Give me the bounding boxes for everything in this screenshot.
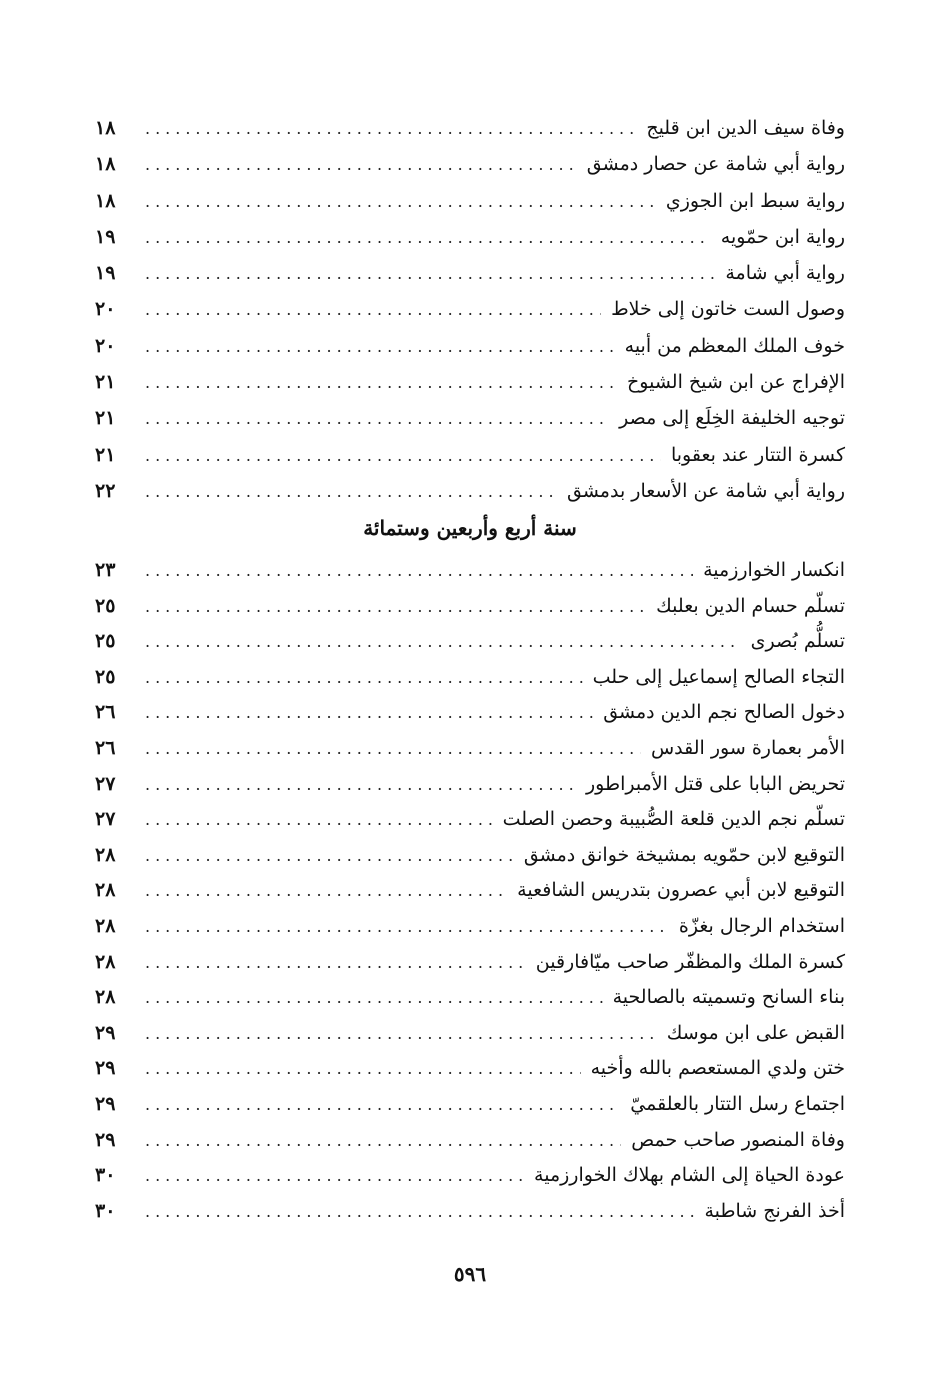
dot-leader	[145, 438, 661, 474]
toc-entry-title: اجتماع رسل التتار بالعلقميّ	[630, 1092, 845, 1115]
toc-entry	[95, 110, 845, 146]
toc-entry-title: تحريض البابا على قتل الأمبراطور	[586, 772, 845, 795]
dot-leader	[145, 147, 577, 183]
toc-entry-title: رواية أبي شامة	[725, 262, 845, 285]
dot-leader	[145, 256, 715, 292]
toc-entry	[95, 802, 845, 838]
toc-entry-page: ١٨	[95, 117, 116, 139]
toc-entry-title: دخول الصالح نجم الدين دمشق	[603, 701, 845, 724]
toc-entry-page: ٢٨	[95, 843, 116, 866]
toc-entry-title: تسلّم حسام الدين بعلبك	[656, 594, 845, 617]
toc-entry-page: ١٨	[95, 153, 116, 176]
toc-entry-title: وفاة سيف الدين ابن قليج	[646, 117, 845, 139]
toc-entry-page: ٢١	[95, 443, 116, 466]
toc-entry-title: تسلُّم بُصرى	[750, 630, 845, 653]
toc-entry-title: رواية ابن حمّويه	[720, 225, 845, 248]
toc-entry	[95, 1194, 845, 1230]
toc-entry-title: وصول الست خاتون إلى خلاط	[611, 298, 845, 321]
toc-entry-title: تسلّم نجم الدين قلعة الصُّبيبة وحصن الصلت	[502, 808, 845, 831]
dot-leader	[145, 1087, 620, 1123]
toc-entry	[95, 624, 845, 660]
toc-entry-page: ٣٠	[95, 1164, 116, 1187]
dot-leader	[145, 873, 507, 909]
toc-entry-page: ٢٧	[95, 772, 116, 795]
toc-entry	[95, 1051, 845, 1087]
toc-entry	[95, 873, 845, 909]
dot-leader	[145, 1016, 657, 1052]
toc-entry	[95, 255, 845, 291]
toc-entry-page: ٢٧	[95, 808, 116, 831]
toc-entry	[95, 219, 845, 255]
toc-entry-title: ختن ولدي المستعصم بالله وأخيه	[590, 1057, 845, 1080]
toc-entry	[95, 328, 845, 364]
dot-leader	[145, 292, 601, 328]
toc-entry-title: الإفراج عن ابن شيخ الشيوخ	[627, 371, 845, 394]
toc-entry-title: التوقيع لابن حمّويه بمشيخة خوانق دمشق	[523, 843, 845, 866]
dot-leader	[145, 1051, 581, 1087]
toc-entry-page: ٢٥	[95, 665, 116, 688]
toc-entry-title: رواية سبط ابن الجوزي	[665, 189, 845, 212]
dot-leader	[145, 1194, 694, 1230]
toc-entry-page: ٢٩	[95, 1057, 116, 1080]
dot-leader	[145, 329, 615, 365]
toc-entry	[95, 437, 845, 473]
dot-leader	[145, 980, 603, 1016]
toc-entry-title: كسرة التتار عند بعقوبا	[670, 443, 845, 466]
toc-entry-page: ٢٨	[95, 879, 116, 902]
toc-entry-page: ٢٦	[95, 701, 116, 724]
toc-entry-page: ٢٥	[95, 594, 116, 617]
toc-entry	[95, 980, 845, 1016]
dot-leader	[145, 695, 593, 731]
dot-leader	[145, 838, 514, 874]
toc-entry-page: ٢٠	[95, 334, 116, 357]
toc-entry-page: ١٨	[95, 189, 116, 212]
toc-entry-page: ١٩	[95, 225, 116, 248]
toc-entry-page: ٢٣	[95, 559, 116, 581]
toc-entry	[95, 909, 845, 945]
toc-entry-title: كسرة الملك والمظفّر صاحب ميّافارقين	[535, 950, 845, 973]
toc-entry-page: ٢٠	[95, 298, 116, 321]
toc-entry-page: ٢٦	[95, 736, 116, 759]
toc-entry-title: خوف الملك المعظم من أبيه	[624, 334, 845, 357]
toc-entry	[95, 553, 845, 589]
toc-entry-page: ٢١	[95, 407, 116, 430]
toc-entry-title: انكسار الخوارزمية	[703, 559, 845, 581]
dot-leader	[145, 802, 493, 838]
dot-leader	[145, 1158, 524, 1194]
toc-entry	[95, 400, 845, 436]
toc-entry	[95, 473, 845, 509]
toc-list-bottom	[95, 553, 845, 1229]
toc-entry-page: ٣٠	[95, 1199, 116, 1222]
dot-leader	[145, 474, 557, 510]
toc-entry-page: ٢٩	[95, 1021, 116, 1044]
toc-entry	[95, 1158, 845, 1194]
dot-leader	[145, 1123, 621, 1159]
toc-entry	[95, 945, 845, 981]
dot-leader	[145, 909, 669, 945]
toc-list-top	[95, 110, 845, 509]
toc-entry-title: استخدام الرجال بغزّة	[678, 914, 845, 937]
dot-leader	[145, 767, 576, 803]
toc-entry	[95, 731, 845, 767]
toc-entry-title: أخذ الفرنج شاطبة	[704, 1199, 845, 1222]
toc-entry-page: ٢٥	[95, 630, 116, 653]
toc-entry-title: التوقيع لابن أبي عصرون بتدريس الشافعية	[517, 879, 845, 902]
toc-entry-page: ٢٨	[95, 986, 116, 1009]
toc-entry-page: ٢٢	[95, 479, 116, 502]
page-number: ٥٩٦	[453, 1262, 487, 1286]
toc-entry-page: ٢١	[95, 371, 116, 394]
toc-entry-page: ٢٩	[95, 1128, 116, 1151]
toc-entry	[95, 1123, 845, 1159]
toc-entry-title: عودة الحياة إلى الشام بهلاك الخوارزمية	[534, 1164, 845, 1187]
toc-entry-title: رواية أبي شامة عن حصار دمشق	[586, 153, 845, 176]
dot-leader	[145, 624, 741, 660]
toc-entry-title: الأمر بعمارة سور القدس	[650, 736, 845, 759]
dot-leader	[145, 731, 641, 767]
toc-entry-title: توجيه الخليفة الخِلَع إلى مصر	[619, 407, 845, 430]
toc-entry	[95, 1016, 845, 1052]
dot-leader	[145, 111, 636, 147]
toc-entry	[95, 1087, 845, 1123]
toc-entry	[95, 291, 845, 327]
toc-entry-title: رواية أبي شامة عن الأسعار بدمشق	[567, 479, 845, 502]
toc-entry	[95, 660, 845, 696]
toc-entry	[95, 183, 845, 219]
toc-entry-page: ٢٨	[95, 950, 116, 973]
section-heading: سنة أربع وأربعين وستمائة	[363, 516, 577, 540]
toc-entry	[95, 695, 845, 731]
toc-entry	[95, 146, 845, 182]
dot-leader	[145, 184, 656, 220]
toc-entry	[95, 767, 845, 803]
toc-entry-page: ٢٩	[95, 1092, 116, 1115]
toc-entry-title: التجاء الصالح إسماعيل إلى حلب	[592, 665, 845, 688]
dot-leader	[145, 589, 646, 625]
dot-leader	[145, 660, 583, 696]
toc-entry-title: بناء السانح وتسميته بالصالحية	[612, 986, 845, 1009]
dot-leader	[145, 945, 526, 981]
toc-entry	[95, 364, 845, 400]
dot-leader	[145, 220, 711, 256]
toc-entry-title: وفاة المنصور صاحب حمص	[631, 1128, 845, 1151]
toc-entry	[95, 838, 845, 874]
toc-entry	[95, 589, 845, 625]
toc-entry-title: القبض على ابن موسك	[666, 1021, 845, 1044]
dot-leader	[145, 401, 609, 437]
toc-entry-page: ٢٨	[95, 914, 116, 937]
toc-entry-page: ١٩	[95, 262, 116, 285]
dot-leader	[145, 365, 617, 401]
dot-leader	[145, 553, 693, 589]
